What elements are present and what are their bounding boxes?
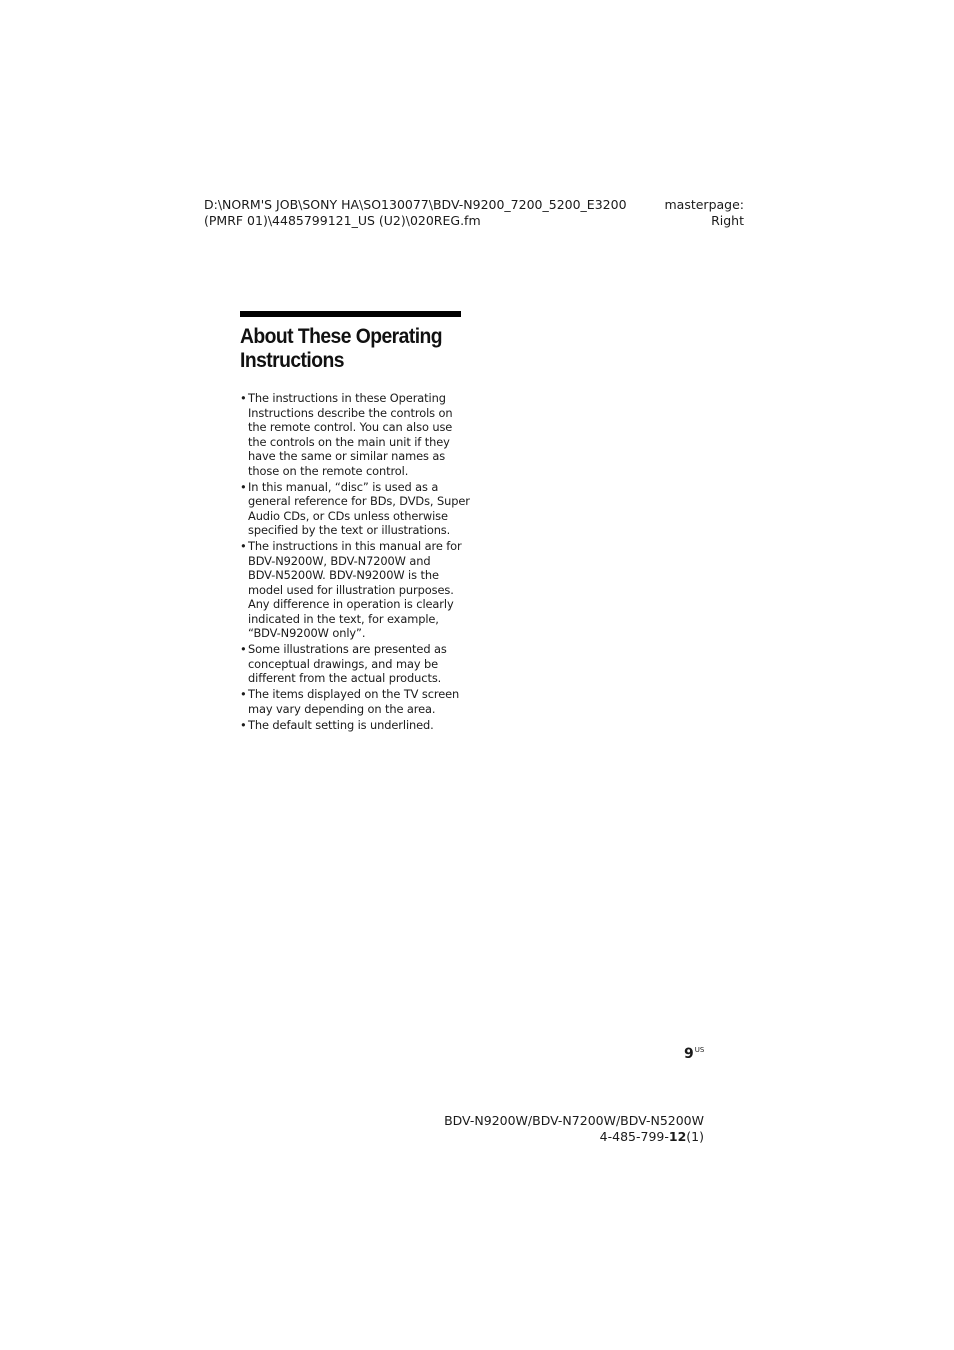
bullet-text-line: model used for illustration purposes. (248, 582, 454, 597)
bullet-text-line: the controls on the main unit if they (248, 434, 450, 449)
file-path-line-1: D:\NORM'S JOB\SONY HA\SO130077\BDV-N9200_7200_5200_E3200 (204, 197, 627, 212)
bullet-dot: • (240, 642, 247, 656)
bullet-text-line: “BDV-N9200W only”. (248, 626, 366, 640)
file-path-line-2: (PMRF 01)\4485799121_US (U2)\020REG.fm (204, 213, 481, 228)
bullet-text-line: conceptual drawings, and may be (248, 656, 439, 671)
section-title-line-1: About These Operating (240, 325, 443, 348)
bullet-dot: • (240, 717, 247, 732)
section-title-line-2: Instructions (240, 349, 344, 372)
masterpage-header (664, 197, 744, 229)
bullet-text-line: The instructions in these Operating (248, 391, 446, 405)
masterpage-label: masterpage: (664, 197, 744, 212)
bullet-text-line: specified by the text or illustrations. (248, 523, 451, 537)
list-item (240, 718, 461, 733)
bullet-text-line: BDV-N9200W, BDV-N7200W and (248, 553, 431, 568)
bullet-text-line: The items displayed on the TV screen (248, 687, 460, 701)
bullet-text-line: have the same or similar names as (248, 449, 446, 463)
bullet-text-line: Any difference in operation is clearly (248, 597, 454, 611)
page-number-suffix: US (694, 1046, 705, 1054)
bullet-text-line: BDV-N5200W. BDV-N9200W is the (248, 568, 439, 582)
bullet-text-line: Instructions describe the controls on (248, 405, 453, 420)
list-item (240, 479, 470, 538)
bullet-text-line: those on the remote control. (248, 463, 409, 478)
footer-code-bold: 12 (668, 1129, 687, 1144)
bullet-text-line: the remote control. You can also use (248, 420, 453, 434)
bullet-text-line: may vary depending on the area. (248, 701, 436, 716)
bullet-text-line: Some illustrations are presented as (248, 642, 447, 656)
bullet-dot: • (240, 687, 247, 701)
about-section (240, 311, 470, 734)
page-number-value: 9 (684, 1046, 694, 1062)
page-number (684, 1041, 704, 1063)
masterpage-value: Right (711, 213, 744, 228)
list-item (240, 642, 461, 686)
footer-code-suffix: (1) (686, 1129, 704, 1144)
bullet-dot: • (240, 391, 247, 405)
bullet-dot: • (240, 479, 247, 494)
bullet-text-line: Audio CDs, or CDs unless otherwise (248, 508, 448, 523)
section-title (240, 325, 443, 373)
bullet-text-line: different from the actual products. (248, 671, 442, 685)
list-item (240, 391, 461, 478)
footer-code-prefix: 4-485-799- (599, 1129, 669, 1144)
list-item (240, 687, 461, 716)
file-path-header (204, 197, 627, 229)
bullet-text-line: The default setting is underlined. (248, 717, 434, 732)
bullet-text-line: The instructions in this manual are for (248, 539, 462, 553)
bullet-text-line: indicated in the text, for example, (248, 611, 439, 626)
bullet-text-line: In this manual, “disc” is used as a (248, 479, 439, 494)
bullet-dot: • (240, 539, 247, 553)
footer (444, 1113, 704, 1145)
title-rule (240, 311, 461, 317)
bullet-list (240, 391, 470, 732)
footer-code (444, 1129, 704, 1145)
list-item (240, 539, 461, 641)
footer-models: BDV-N9200W/BDV-N7200W/BDV-N5200W (444, 1113, 704, 1128)
bullet-text-line: general reference for BDs, DVDs, Super (248, 494, 470, 508)
